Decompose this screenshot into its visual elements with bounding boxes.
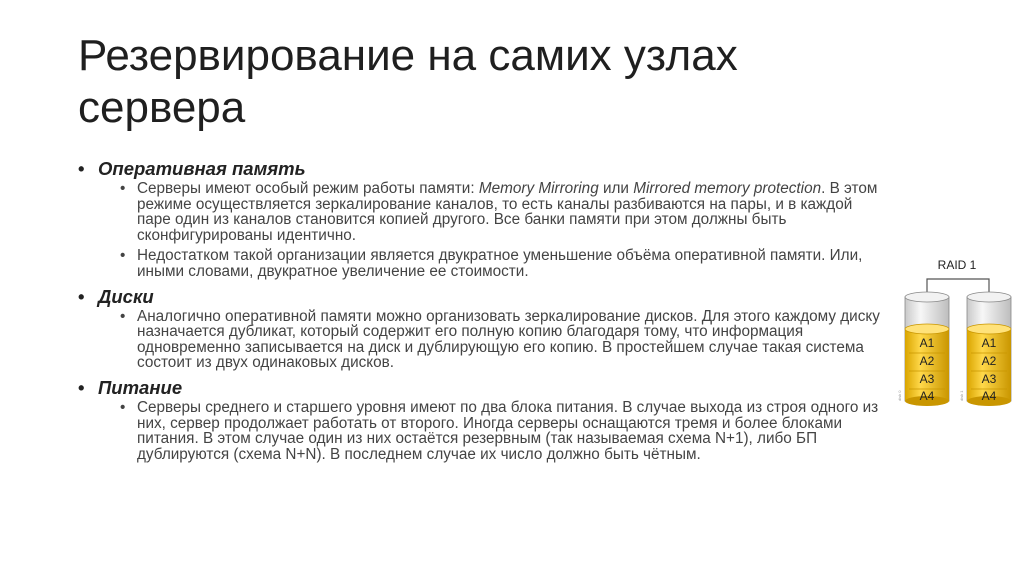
list-item-disk-mirroring: • Аналогично оперативной памяти можно организовать зеркалирование дисков. Для этого каждому диску назначается дубликат, который содержит его полную копию благодаря тому, что информация одновременно записывается на диск и дублирующую его копию. В простейшем случае такая система состоит из двух одинаковых дисков. — [116, 309, 888, 371]
list-item-ram-drawback: • Недостатком такой организации является двукратное уменьшение объёма оперативной памяти. Или, иными словами, двукратное увеличение ее стоимости. — [116, 248, 888, 279]
section-heading-disks: • Диски — [78, 286, 888, 308]
disk-left — [897, 292, 949, 406]
disk-right-caption: disk 1 — [959, 390, 964, 401]
disk-right — [959, 292, 1011, 406]
disk-left-block-a3: A3 — [919, 372, 935, 386]
list-item-ram-mirroring — [116, 181, 888, 243]
disk-right-block-a3: A3 — [981, 372, 997, 386]
section-disks-items — [78, 309, 888, 371]
slide-content — [78, 152, 888, 467]
term-memory-mirroring: Memory Mirroring — [478, 180, 599, 197]
disk-right-block-a2: A2 — [981, 354, 997, 368]
section-power-items — [78, 400, 888, 462]
section-heading-power: • Питание — [78, 377, 888, 399]
disk-left-block-a4: A4 — [919, 389, 935, 403]
section-ram-items — [78, 181, 888, 280]
text-span: . В этом режиме осуществляется зеркалирование каналов, то есть каналы разбиваются на пары, и в каждой паре один из каналов становится копией другого. Все банки памяти при этом должны быть сконфигурированы идентично. — [137, 180, 878, 244]
disk-left-block-a1: A1 — [919, 336, 935, 350]
disk-left-caption: disk 0 — [897, 390, 902, 401]
disk-right-block-a4: A4 — [981, 389, 997, 403]
disk-right-block-a1: A1 — [981, 336, 997, 350]
text-span: Серверы имеют особый режим работы памяти: — [137, 180, 479, 197]
section-heading-ram: • Оперативная память — [78, 158, 888, 180]
raid-label: RAID 1 — [937, 258, 977, 272]
term-mirrored-memory-protection: Mirrored memory protection — [633, 180, 822, 197]
raid1-diagram — [895, 255, 1020, 415]
slide-title: Резервирование на самих узлах сервера — [78, 31, 738, 132]
disk-left-block-a2: A2 — [919, 354, 935, 368]
list-item-power-supplies: • Серверы среднего и старшего уровня имеют по два блока питания. В случае выхода из строя одного из них, сервер продолжает работать от второго. Иногда серверы оснащаются тремя и более блоками питания. В этом случае один из них остаётся резервным (так называемая схема N+1), либо БП дублируются (схема N+N). В последнем случае их число должно быть чётным. — [116, 400, 888, 462]
text-span: или — [598, 180, 634, 197]
